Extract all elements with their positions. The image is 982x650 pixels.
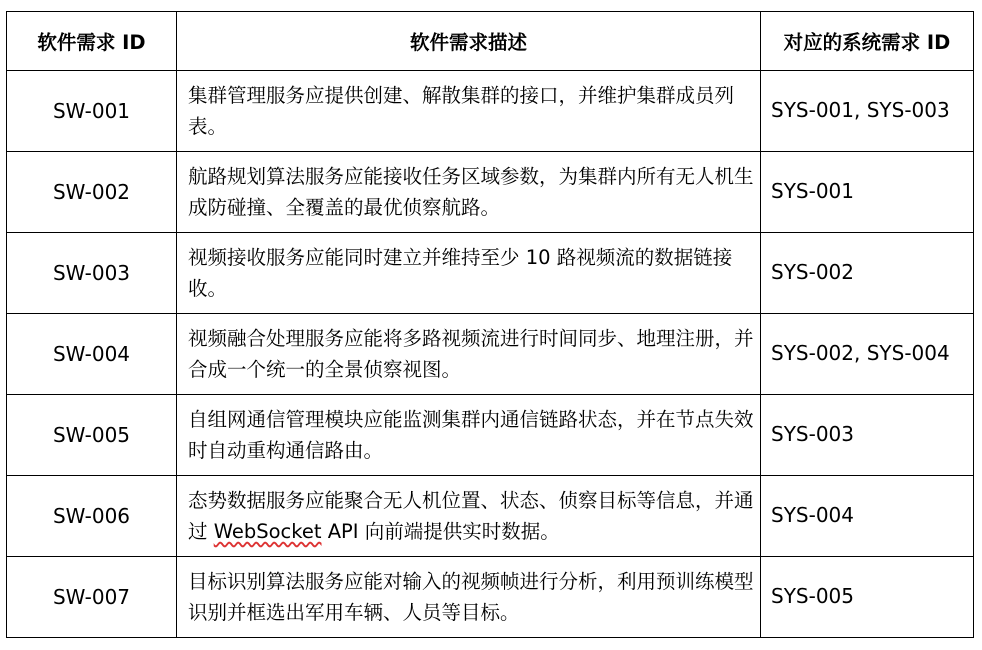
req-id-cell: SW-004	[7, 314, 177, 395]
req-id-cell: SW-001	[7, 71, 177, 152]
sys-req-cell: SYS-001	[761, 152, 974, 233]
spellcheck-marked-word: WebSocket	[213, 520, 322, 543]
sys-req-cell: SYS-005	[761, 557, 974, 638]
req-id-cell: SW-002	[7, 152, 177, 233]
req-desc-cell: 视频接收服务应能同时建立并维持至少 10 路视频流的数据链接收。	[177, 233, 761, 314]
sys-req-cell: SYS-003	[761, 395, 974, 476]
req-desc-cell: 目标识别算法服务应能对输入的视频帧进行分析，利用预训练模型识别并框选出军用车辆、人员等目标。	[177, 557, 761, 638]
requirements-table	[6, 11, 974, 638]
sys-req-cell: SYS-004	[761, 476, 974, 557]
table-row	[7, 71, 974, 152]
header-system-req-id: 对应的系统需求 ID	[761, 12, 974, 71]
req-id-cell: SW-003	[7, 233, 177, 314]
req-id-cell: SW-005	[7, 395, 177, 476]
table-header-row	[7, 12, 974, 71]
req-desc-cell: 航路规划算法服务应能接收任务区域参数，为集群内所有无人机生成防碰撞、全覆盖的最优侦察航路。	[177, 152, 761, 233]
header-software-req-desc: 软件需求描述	[177, 12, 761, 71]
table-row	[7, 476, 974, 557]
table-row	[7, 314, 974, 395]
table-row	[7, 395, 974, 476]
req-id-cell: SW-006	[7, 476, 177, 557]
req-desc-cell: 视频融合处理服务应能将多路视频流进行时间同步、地理注册，并合成一个统一的全景侦察视图。	[177, 314, 761, 395]
req-desc-text: API 向前端提供实时数据。	[321, 520, 560, 543]
header-software-req-id: 软件需求 ID	[7, 12, 177, 71]
table-row	[7, 557, 974, 638]
sys-req-cell: SYS-002	[761, 233, 974, 314]
req-desc-cell	[177, 476, 761, 557]
table-row	[7, 152, 974, 233]
req-desc-cell: 集群管理服务应提供创建、解散集群的接口，并维护集群成员列表。	[177, 71, 761, 152]
req-desc-text: 态势数据服务应能聚合无人机位置、状态、侦察目标等信息，并通过	[188, 489, 754, 543]
table-row	[7, 233, 974, 314]
req-id-cell: SW-007	[7, 557, 177, 638]
req-desc-cell: 自组网通信管理模块应能监测集群内通信链路状态，并在节点失效时自动重构通信路由。	[177, 395, 761, 476]
sys-req-cell: SYS-001, SYS-003	[761, 71, 974, 152]
sys-req-cell: SYS-002, SYS-004	[761, 314, 974, 395]
